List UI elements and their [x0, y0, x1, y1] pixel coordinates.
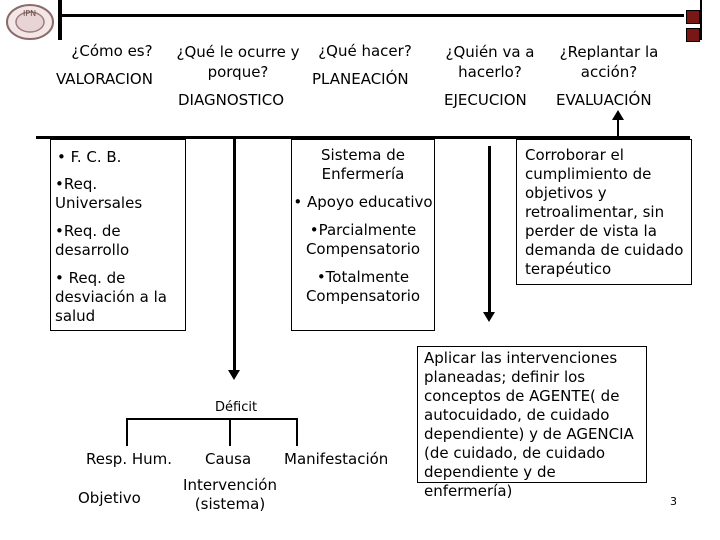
- objetivo-label: Objetivo: [78, 489, 141, 507]
- planeacion-apoyo: • Apoyo educativo: [293, 193, 433, 211]
- diagnostico-down-arrow: [228, 370, 240, 380]
- question-ejecucion: ¿Quién va a hacerlo?: [445, 43, 535, 81]
- question-evaluacion: ¿Replantar la acción?: [559, 43, 659, 81]
- deficit-label: Déficit: [215, 400, 258, 415]
- page-number: 3: [670, 495, 677, 508]
- top-left-box: [58, 0, 62, 40]
- ejecucion-down-line: [488, 146, 491, 314]
- top-right-square-2: [686, 28, 700, 42]
- ejecucion-text: Aplicar las intervenciones planeadas; definir los conceptos de AGENTE( de autocuidado, de cuidado dependiente) y de AGENCIA (de cuidado, de cuidado dependiente y de enfermería): [424, 349, 634, 500]
- intervencion-label: Intervención (sistema): [183, 476, 277, 513]
- logo: [4, 2, 56, 42]
- stage-ejecucion: EJECUCION: [444, 91, 527, 109]
- deficit-right-drop: [296, 418, 298, 446]
- valoracion-item-fcb: • F. C. B.: [57, 148, 122, 166]
- planeacion-parcial: •Parcialmente Compensatorio: [305, 221, 421, 258]
- stage-valoracion: VALORACION: [56, 70, 153, 88]
- top-rule: [62, 14, 684, 17]
- planeacion-title: Sistema de Enfermería: [321, 146, 405, 183]
- stage-planeacion: PLANEACIÓN: [312, 70, 409, 88]
- planeacion-total: •Totalmente Compensatorio: [305, 268, 421, 305]
- ejecucion-down-arrow: [483, 312, 495, 322]
- deficit-horizontal-line: [126, 418, 298, 420]
- causa-label: Causa: [205, 450, 252, 468]
- top-right-vline: [700, 0, 702, 40]
- top-right-square: [686, 10, 700, 24]
- evaluacion-up-line: [617, 120, 619, 136]
- valoracion-item-desviacion: • Req. de desviación a la salud: [55, 269, 167, 325]
- evaluacion-up-arrow: [612, 110, 624, 120]
- manifestacion-label: Manifestación: [284, 450, 389, 468]
- question-diagnostico: ¿Qué le ocurre y porque?: [176, 43, 300, 81]
- valoracion-box: [50, 139, 186, 331]
- question-valoracion: ¿Cómo es?: [71, 42, 153, 60]
- evaluacion-box: [516, 139, 692, 285]
- planeacion-box: [291, 139, 435, 331]
- deficit-left-drop: [126, 418, 128, 446]
- valoracion-item-desarrollo: •Req. de desarrollo: [55, 222, 130, 259]
- stage-diagnostico: DIAGNOSTICO: [178, 91, 285, 109]
- question-planeacion: ¿Qué hacer?: [318, 42, 412, 60]
- deficit-center-drop: [229, 418, 231, 446]
- resp-hum-label: Resp. Hum.: [86, 450, 173, 468]
- diagnostico-down-line: [233, 136, 236, 372]
- ejecucion-box: [417, 346, 647, 500]
- stage-evaluacion: EVALUACIÓN: [556, 91, 652, 109]
- svg-text:IPN: IPN: [23, 9, 37, 18]
- valoracion-item-universales: •Req. Universales: [55, 175, 143, 212]
- evaluacion-text: Corroborar el cumplimiento de objetivos y retroalimentar, sin perder de vista la demanda de cuidado terapéutico: [525, 146, 684, 278]
